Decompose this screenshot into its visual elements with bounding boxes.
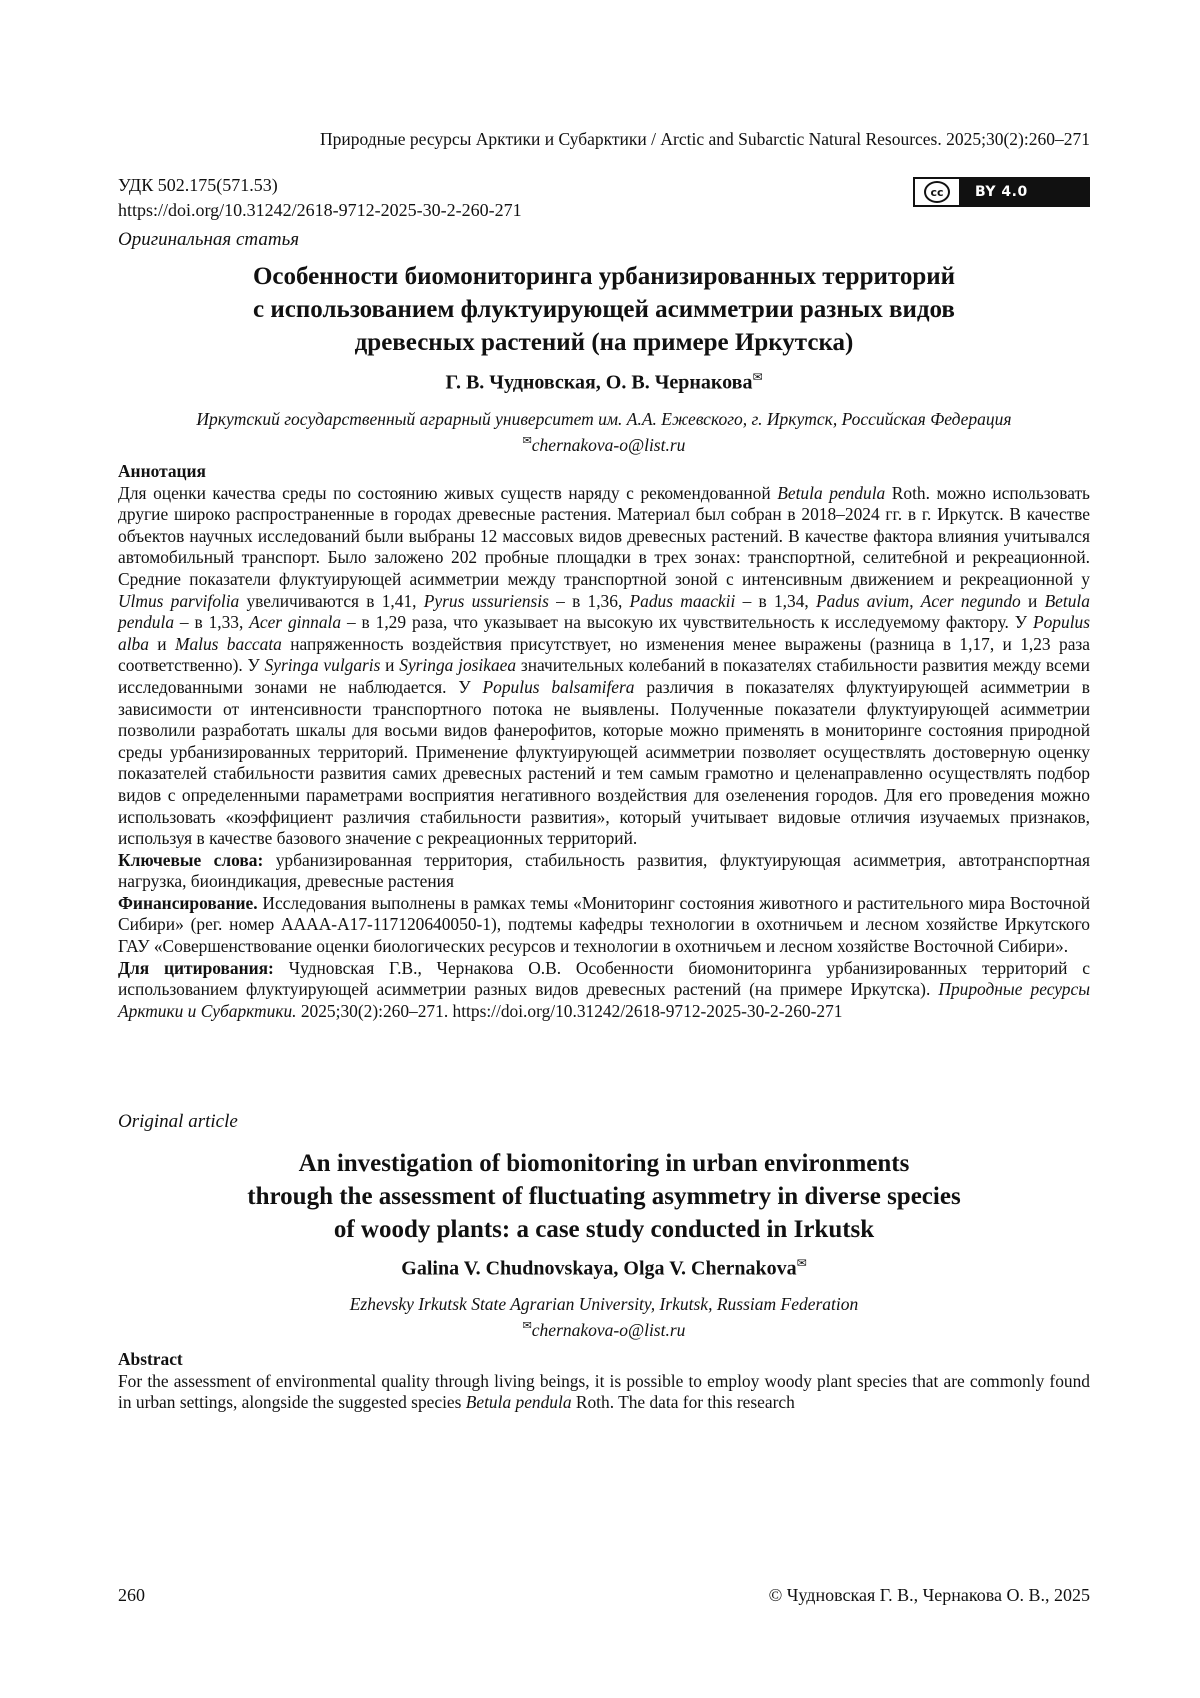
text-run: Чудновская Г.В., Чернакова О.В. Особенности биомониторинга урбанизированных территорий с использованием флуктуирующей асимметрии разных видов древесных растений (на примере Иркутска).: [118, 957, 1091, 1000]
authors-names: Galina V. Chudnovskaya, Olga V. Chernakova: [401, 1257, 797, 1280]
authors-names: Г. В. Чудновская, О. В. Чернакова: [445, 371, 753, 394]
text-run: – в 1,29 раза, что указывает на высокую их чувствительность к исследуемому фактору. У: [341, 612, 1033, 633]
italic-term: Betula pendula: [777, 482, 886, 503]
article-page: [118, 0, 1090, 1698]
article-meta: [118, 173, 522, 223]
text-run: и: [380, 655, 400, 676]
italic-term: Ulmus parvifolia: [118, 590, 240, 611]
citation-paragraph: [118, 958, 1090, 1023]
abstract-ru: [118, 461, 1090, 1022]
text-run: Для оценки качества среды по состоянию живых существ наряду с рекомендованной: [118, 482, 778, 503]
title-line: of woody plants: a case study conducted in Irkutsk: [333, 1216, 875, 1243]
italic-term: Syringa josikaea: [399, 655, 517, 676]
cc-by-license-badge[interactable]: [913, 177, 1090, 207]
affiliation-ru: [118, 408, 1090, 456]
text-run: и: [148, 633, 175, 654]
italic-term: Malus baccata: [174, 633, 282, 654]
keywords-text: урбанизированная территория, стабильность развития, флуктуирующая асимметрия, автотранспортная нагрузка, биоиндикация, древесные растения: [118, 849, 1090, 892]
article-type-ru: Оригинальная статья: [118, 229, 300, 250]
italic-term: Syringa vulgaris: [264, 655, 381, 676]
envelope-icon: ✉: [752, 370, 763, 384]
text-run: – в 1,34,: [735, 590, 816, 611]
text-run: и: [1020, 590, 1045, 611]
page-number: 260: [118, 1585, 145, 1605]
udc-code: УДК 502.175(571.53): [118, 175, 278, 195]
italic-term: Padus avium: [815, 590, 910, 611]
license-label: BY 4.0: [975, 184, 1028, 200]
text-run: увеличиваются в 1,41,: [239, 590, 424, 611]
article-title-ru: [118, 260, 1090, 359]
abstract-label: Abstract: [118, 1349, 183, 1369]
keywords-label: Ключевые слова:: [118, 849, 264, 870]
envelope-icon: ✉: [522, 1319, 532, 1332]
copyright-notice: © Чудновская Г. В., Чернакова О. В., 2025: [768, 1585, 1090, 1605]
title-line: An investigation of biomonitoring in urban environments: [298, 1150, 910, 1177]
doi-link[interactable]: https://doi.org/10.31242/2618-9712-2025-30-2-260-271: [118, 200, 522, 220]
envelope-icon: ✉: [522, 434, 532, 447]
funding-label: Финансирование.: [118, 892, 258, 913]
text-run: 2025;30(2):260–271. https://doi.org/10.31242/2618-9712-2025-30-2-260-271: [296, 1000, 843, 1021]
abstract-en: [118, 1349, 1090, 1414]
abstract-label: Аннотация: [118, 461, 206, 481]
text-run: напряженность воздействия присутствует, но изменения менее выражены (разница в 1,17, и 1,23 раза соответственно). У: [118, 633, 1090, 676]
text-run: – в 1,33,: [174, 612, 250, 633]
envelope-icon: ✉: [796, 1256, 807, 1270]
italic-term: Pyrus ussuriensis: [423, 590, 549, 611]
email-link[interactable]: chernakova-o@list.ru: [531, 434, 686, 455]
italic-term: Populus alba: [118, 612, 1090, 654]
authors-ru: [118, 370, 1090, 395]
text-run: Roth. можно использовать другие широко распространенные в городах древесные растения. Материал был собран в 2018–2024 гг. в г. Иркутск. В качестве объектов научных исследований были выбраны 12 массовых видов древесных растений. В качестве фактора влияния учитывался автомобильный транспорт. Было заложено 202 пробные площадки в трех зонах: транспортной, селитебной и рекреационной. Средние показатели флуктуирующей асимметрии между транспортной зоной с интенсивным движением и рекреационной у: [118, 482, 1090, 589]
italic-term: Populus balsamifera: [482, 676, 635, 697]
abstract-text: [118, 1371, 1090, 1414]
italic-term: Acer ginnala: [249, 612, 342, 633]
running-head: Природные ресурсы Арктики и Субарктики / Arctic and Subarctic Natural Resources. 2025;30(2):260–271: [319, 129, 1090, 149]
email-link[interactable]: chernakova-o@list.ru: [531, 1319, 686, 1340]
text-run: – в 1,36,: [548, 590, 630, 611]
text-run: For the assessment of environmental quality through living beings, it is possible to employ woody plant species that are commonly found in urban settings, alongside the suggested species: [118, 1370, 1090, 1413]
italic-term: Betula pendula: [465, 1392, 572, 1413]
article-title-en: [118, 1147, 1090, 1246]
title-line: through the assessment of fluctuating asymmetry in diverse species: [247, 1183, 961, 1210]
text-run: Roth. The data for this research: [571, 1392, 795, 1413]
italic-term: Acer negundo: [920, 590, 1021, 611]
cc-logo-icon: cc: [915, 179, 961, 205]
article-type-en: Original article: [118, 1111, 238, 1132]
title-line: древесных растений (на примере Иркутска): [354, 329, 854, 356]
affiliation-text: Иркутский государственный аграрный университет им. А.А. Ежевского, г. Иркутск, Российская Федерация: [196, 409, 1012, 429]
text-run: ,: [909, 590, 921, 611]
title-line: с использованием флуктуирующей асимметрии разных видов: [253, 296, 955, 323]
keywords-paragraph: [118, 850, 1090, 893]
title-line: Особенности биомониторинга урбанизированных территорий: [252, 263, 956, 290]
text-run: значительных колебаний в показателях стабильности развития между всеми исследованными зонами не наблюдается. У: [118, 655, 1090, 697]
funding-paragraph: [118, 893, 1090, 958]
italic-term: Betula pendula: [118, 590, 1090, 633]
abstract-text: [118, 483, 1090, 850]
citation-label: Для цитирования:: [118, 957, 274, 978]
affiliation-text: Ezhevsky Irkutsk State Agrarian University, Irkutsk, Russiam Federation: [349, 1294, 859, 1314]
funding-text: Исследования выполнены в рамках темы «Мониторинг состояния животного и растительного мира Восточной Сибири» (рег. номер АААА-А17-117120640050-1), подтемы кафедры технологии в охотничьем и лесном хозяйстве Иркутского ГАУ «Совершенствование оценки биологических ресурсов и технологии в охотничьем и лесном хозяйстве Восточной Сибири».: [118, 892, 1090, 957]
authors-en: [118, 1256, 1090, 1281]
text-run: различия в показателях флуктуирующей асимметрии в зависимости от интенсивности транспортного потока не выявлены. Полученные показатели флуктуирующей асимметрии позволили разработать шкалы для восьми видов фанерофитов, которые можно применять в мониторинге состояния природной среды урбанизированных территорий. Применение флуктуирующей асимметрии позволяет осуществлять достоверную оценку показателей стабильности развития самих древесных растений и тем самым грамотно и целенаправленно осуществлять подбор видов с определенными параметрами восприятия негативного воздействия для озеленения городов. Для его проведения можно использовать «коэффициент различия стабильности развития», который учитывает видовые отличия изучаемых признаков, используя в качестве базового значение с рекреационных территорий.: [118, 676, 1090, 849]
italic-term: Padus maackii: [629, 590, 736, 611]
affiliation-en: [118, 1293, 1090, 1341]
italic-term: Природные ресурсы Арктики и Субарктики.: [118, 979, 1090, 1021]
